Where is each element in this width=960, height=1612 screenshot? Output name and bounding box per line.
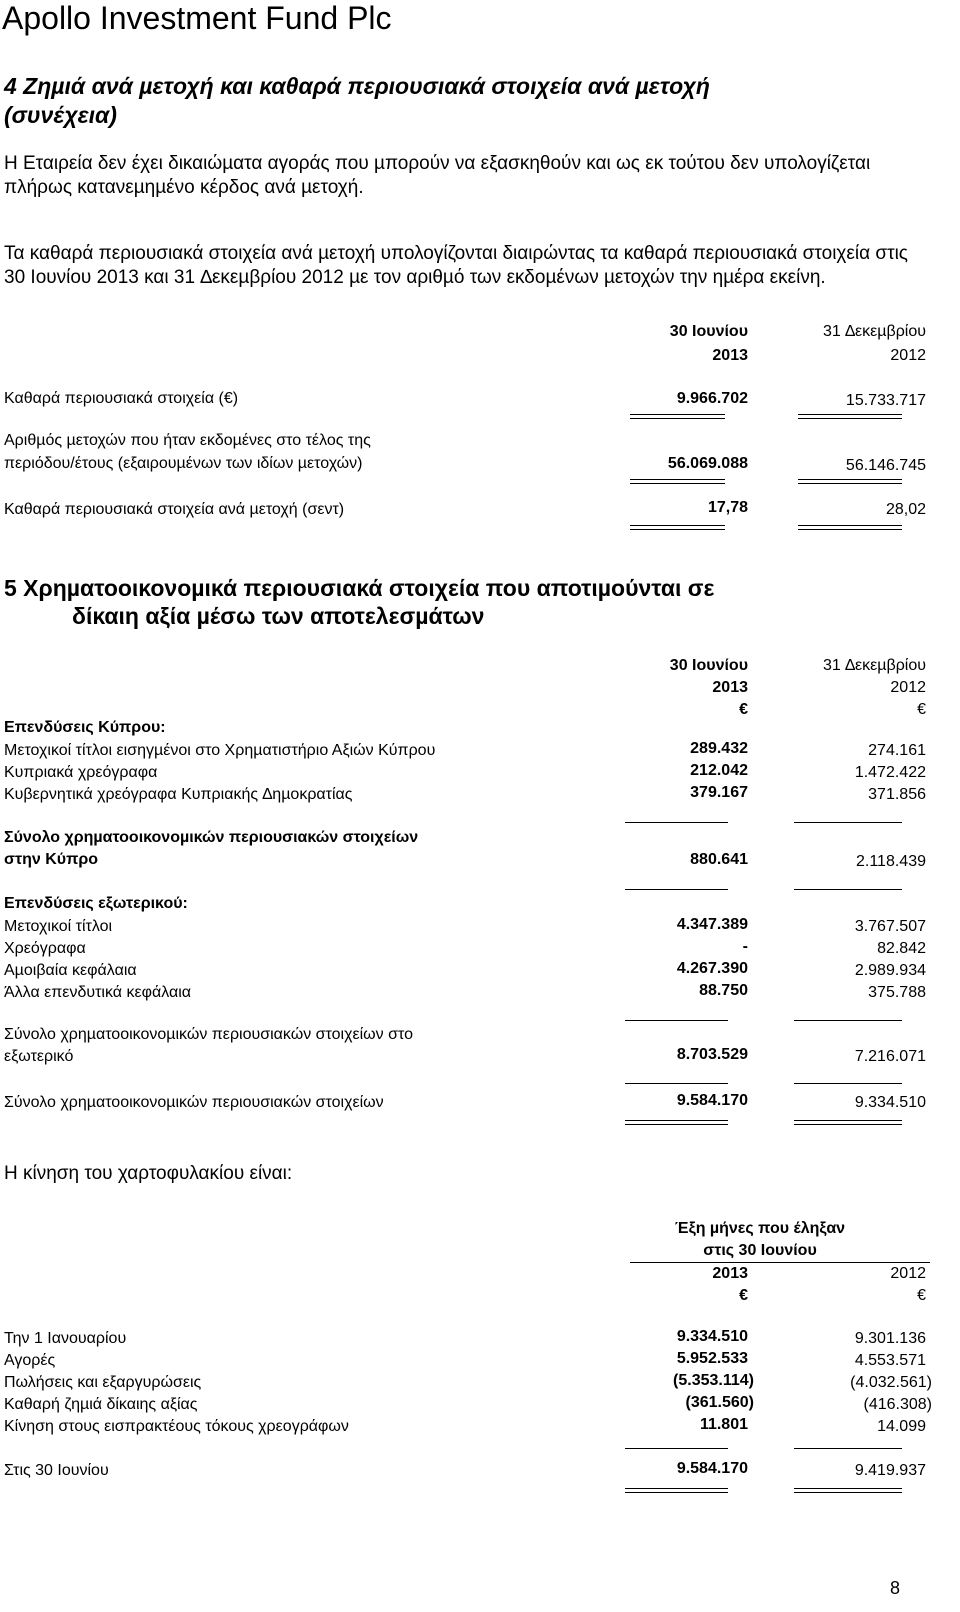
movement-currency-2013: € xyxy=(739,1287,748,1304)
section-4-paragraph-2: Τα καθαρά περιουσιακά στοιχεία ανά µετοχή υπολογίζονται διαιρώντας τα καθαρά περιουσιακά στοιχεία στις 30 Ιουνίου 2013 και 31 ∆εκεµβρίου 2012 µε τον αριθµό των εκδοµένων µετοχών την ηµέρα εκείνη. xyxy=(4,243,908,288)
movement-total-2012: 9.419.937 xyxy=(854,1462,926,1479)
movement-row-2013: 9.334.510 xyxy=(676,1328,748,1345)
cyprus-investments-heading: Επενδύσεις Κύπρου: xyxy=(4,719,166,736)
cyprus-row-label: Μετοχικοί τίτλοι εισηγµένοι στο Χρηµατιστήριο Αξιών Κύπρου xyxy=(4,742,436,759)
single-underline xyxy=(794,1448,902,1449)
double-underline xyxy=(794,1120,902,1125)
movement-row-2013: 11.801 xyxy=(699,1416,748,1433)
document-title: Apollo Investment Fund Plc xyxy=(2,0,392,36)
foreign-row-2013: 4.267.390 xyxy=(676,960,748,977)
page-number: 8 xyxy=(889,1578,900,1598)
movement-row-2012: (4.032.561) xyxy=(850,1374,932,1391)
s5-col1-header-year: 2013 xyxy=(712,679,748,696)
double-underline xyxy=(625,1488,728,1493)
foreign-investments-heading: Επενδύσεις εξωτερικού: xyxy=(4,895,188,912)
s4-col1-header-year: 2013 xyxy=(712,347,748,364)
movement-row-label: Πωλήσεις και εξαργυρώσεις xyxy=(4,1374,202,1391)
single-underline xyxy=(625,1448,728,1449)
cyprus-row-2013: 289.432 xyxy=(690,740,748,757)
double-underline xyxy=(798,525,902,530)
foreign-row-label: Άλλα επενδυτικά κεφάλαια xyxy=(4,984,192,1001)
s5-col2-header-year: 2012 xyxy=(890,679,926,696)
movement-row-label: Αγορές xyxy=(4,1352,56,1369)
s4-col1-header-date: 30 Ιουνίου xyxy=(669,323,748,340)
s4-row-shares-label-2: περιόδου/έτους (εξαιρουµένων των ιδίων µετοχών) xyxy=(4,455,363,472)
foreign-total-2012: 7.216.071 xyxy=(854,1048,926,1065)
grand-total-2012: 9.334.510 xyxy=(854,1094,926,1111)
foreign-row-2012: 82.842 xyxy=(877,940,926,957)
s4-row-nav-label: Καθαρά περιουσιακά στοιχεία (€) xyxy=(4,390,239,407)
movement-period-header-cont: στις 30 Ιουνίου xyxy=(703,1242,817,1259)
movement-total-label: Στις 30 Ιουνίου xyxy=(4,1462,109,1479)
section-5-heading-cont: δίκαιη αξία µέσω των αποτελεσµάτων xyxy=(72,603,485,629)
movement-row-2012: 9.301.136 xyxy=(854,1330,926,1347)
double-underline xyxy=(625,1120,728,1125)
movement-total-2013: 9.584.170 xyxy=(676,1460,748,1477)
single-underline xyxy=(794,822,902,823)
grand-total-label: Σύνολο χρηµατοοικονοµικών περιουσιακών στοιχείων xyxy=(4,1094,384,1111)
double-underline xyxy=(798,479,902,484)
movement-heading: Η κίνηση του χαρτοφυλακίου είναι: xyxy=(4,1163,293,1184)
single-underline xyxy=(625,1020,728,1021)
foreign-row-label: Μετοχικοί τίτλοι xyxy=(4,918,113,935)
cyprus-row-2012: 274.161 xyxy=(868,742,926,759)
foreign-row-2013: - xyxy=(742,938,748,955)
single-underline xyxy=(625,822,728,823)
s4-row-shares-2012: 56.146.745 xyxy=(845,457,926,474)
s4-row-nav-per-share-2013: 17,78 xyxy=(707,499,748,516)
foreign-row-label: Χρεόγραφα xyxy=(4,940,86,957)
double-underline xyxy=(798,414,902,419)
movement-currency-2012: € xyxy=(917,1287,926,1304)
section-5-heading: 5 Χρηµατοοικονοµικά περιουσιακά στοιχεία που αποτιµούνται σε xyxy=(4,575,715,601)
movement-row-label: Καθαρή ζηµιά δίκαιης αξίας xyxy=(4,1396,198,1413)
movement-row-label: Κίνηση στους εισπρακτέους τόκους χρεογράφων xyxy=(4,1418,349,1435)
double-underline xyxy=(794,1488,902,1493)
header-underline xyxy=(630,1262,930,1263)
single-underline xyxy=(625,889,728,890)
foreign-row-label: Αµοιβαία κεφάλαια xyxy=(4,962,137,979)
foreign-row-2013: 88.750 xyxy=(699,982,748,999)
foreign-total-label-1: Σύνολο χρηµατοοικονοµικών περιουσιακών στοιχείων στο xyxy=(4,1026,413,1043)
movement-period-header: Έξη µήνες που έληξαν xyxy=(674,1220,846,1237)
grand-total-2013: 9.584.170 xyxy=(676,1092,748,1109)
s5-col1-currency: € xyxy=(739,701,748,718)
s5-col2-currency: € xyxy=(917,701,926,718)
s4-row-nav-per-share-label: Καθαρά περιουσιακά στοιχεία ανά µετοχή (σεντ) xyxy=(4,501,345,518)
foreign-row-2013: 4.347.389 xyxy=(676,916,748,933)
movement-row-2013: 5.952.533 xyxy=(676,1350,748,1367)
section-4-heading-cont: (συνέχεια) xyxy=(4,102,117,128)
cyprus-total-2012: 2.118.439 xyxy=(856,853,926,870)
movement-row-label: Την 1 Ιανουαρίου xyxy=(4,1330,127,1347)
s5-col2-header-date: 31 ∆εκεµβρίου xyxy=(822,657,926,674)
double-underline xyxy=(630,414,725,419)
s4-row-nav-per-share-2012: 28,02 xyxy=(885,501,926,518)
single-underline xyxy=(794,889,902,890)
movement-row-2013: (5.353.114) xyxy=(673,1372,754,1389)
section-4-heading: 4 Ζηµιά ανά µετοχή και καθαρά περιουσιακά στοιχεία ανά µετοχή xyxy=(4,73,710,99)
single-underline xyxy=(625,1083,728,1084)
s4-row-nav-2013: 9.966.702 xyxy=(676,390,748,407)
cyprus-row-label: Κυβερνητικά χρεόγραφα Κυπριακής ∆ηµοκρατίας xyxy=(4,786,353,803)
double-underline xyxy=(630,479,725,484)
s4-row-shares-label-1: Αριθµός µετοχών που ήταν εκδοµένες στο τέλος της xyxy=(4,432,371,449)
section-4-paragraph-1: Η Εταιρεία δεν έχει δικαιώµατα αγοράς που µπορούν να εξασκηθούν και ως εκ τούτου δεν υπολογίζεται πλήρως κατανεµηµένο κέρδος ανά µετοχή. xyxy=(4,153,871,198)
cyprus-total-label-1: Σύνολο χρηµατοοικονοµικών περιουσιακών στοιχείων xyxy=(4,829,419,846)
movement-row-2012: (416.308) xyxy=(863,1396,932,1413)
single-underline xyxy=(794,1083,902,1084)
foreign-row-2012: 3.767.507 xyxy=(854,918,926,935)
s4-row-nav-2012: 15.733.717 xyxy=(845,392,926,409)
cyprus-total-label-2: στην Κύπρο xyxy=(4,851,98,868)
foreign-row-2012: 375.788 xyxy=(868,984,926,1001)
foreign-total-2013: 8.703.529 xyxy=(676,1046,748,1063)
s4-row-shares-2013: 56.069.088 xyxy=(667,455,748,472)
single-underline xyxy=(794,1020,902,1021)
movement-row-2012: 14.099 xyxy=(877,1418,926,1435)
s5-col1-header-date: 30 Ιουνίου xyxy=(669,657,748,674)
s4-col2-header-year: 2012 xyxy=(890,347,926,364)
cyprus-row-label: Κυπριακά χρεόγραφα xyxy=(4,764,158,781)
cyprus-row-2013: 212.042 xyxy=(690,762,748,779)
movement-row-2013: (361.560) xyxy=(685,1394,754,1411)
cyprus-total-2013: 880.641 xyxy=(690,851,748,868)
cyprus-row-2012: 371.856 xyxy=(868,786,926,803)
cyprus-row-2013: 379.167 xyxy=(690,784,748,801)
foreign-row-2012: 2.989.934 xyxy=(854,962,926,979)
movement-year-2013: 2013 xyxy=(712,1265,748,1282)
movement-year-2012: 2012 xyxy=(890,1265,926,1282)
foreign-total-label-2: εξωτερικό xyxy=(4,1048,74,1065)
cyprus-row-2012: 1.472.422 xyxy=(854,764,926,781)
s4-col2-header-date: 31 ∆εκεµβρίου xyxy=(822,323,926,340)
movement-row-2012: 4.553.571 xyxy=(854,1352,926,1369)
double-underline xyxy=(630,525,725,530)
